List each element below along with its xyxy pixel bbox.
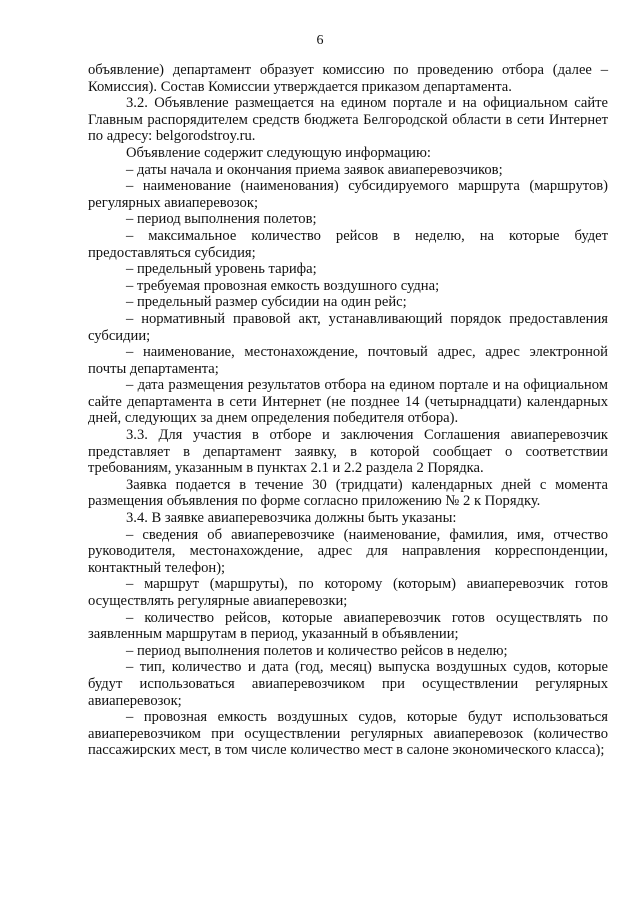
page-number: 6 bbox=[316, 33, 324, 48]
paragraph: – провозная емкость воздушных судов, которые будут использоваться авиаперевозчиком при осуществлении регулярных авиаперевозок (количество пассажирских мест, в том числе количество мест в салоне экономического класса); bbox=[88, 709, 608, 759]
paragraph: – тип, количество и дата (год, месяц) выпуска воздушных судов, которые будут использоваться авиаперевозчиком при осуществлении регулярных авиаперевозок; bbox=[88, 659, 608, 709]
paragraph: объявление) департамент образует комиссию по проведению отбора (далее – Комиссия). Состав Комиссии утверждается приказом департамента. bbox=[88, 62, 608, 95]
paragraph: – период выполнения полетов; bbox=[126, 211, 317, 228]
paragraph: – маршрут (маршруты), по которому (которым) авиаперевозчик готов осуществлять регулярные авиаперевозки; bbox=[88, 576, 608, 609]
paragraph: – количество рейсов, которые авиаперевозчик готов осуществлять по заявленным маршрутам в период, указанный в объявлении; bbox=[88, 609, 608, 643]
paragraph: – дата размещения результатов отбора на едином портале и на официальном сайте департамента в сети Интернет (не позднее 14 (четырнадцати) календарных дней, следующих за днем определения победителя отбора). bbox=[88, 377, 608, 427]
paragraph: 3.2. Объявление размещается на едином портале и на официальном сайте Главным распорядителем средств бюджета Белгородской области в сети Интернет по адресу: belgorodstroy.ru. bbox=[88, 95, 608, 145]
document-body bbox=[88, 62, 608, 759]
paragraph: – предельный размер субсидии на один рейс; bbox=[126, 294, 407, 311]
paragraph: Объявление содержит следующую информацию: bbox=[126, 144, 431, 161]
paragraph: 3.4. В заявке авиаперевозчика должны быть указаны: bbox=[126, 510, 457, 527]
paragraph: Заявка подается в течение 30 (тридцати) календарных дней с момента размещения объявления по форме согласно приложению № 2 к Порядку. bbox=[88, 476, 608, 510]
paragraph: – наименование, местонахождение, почтовый адрес, адрес электронной почты департамента; bbox=[88, 344, 608, 377]
paragraph: – требуемая провозная емкость воздушного судна; bbox=[126, 277, 440, 294]
paragraph: – даты начала и окончания приема заявок авиаперевозчиков; bbox=[126, 161, 503, 178]
paragraph: – период выполнения полетов и количество рейсов в неделю; bbox=[126, 642, 508, 659]
paragraph: – нормативный правовой акт, устанавливающий порядок предоставления субсидии; bbox=[88, 310, 608, 344]
paragraph: – предельный уровень тарифа; bbox=[126, 261, 317, 278]
paragraph: – наименование (наименования) субсидируемого маршрута (маршрутов) регулярных авиаперевозок; bbox=[88, 178, 608, 211]
paragraph: – сведения об авиаперевозчике (наименование, фамилия, имя, отчество руководителя, местонахождение, адрес для направления корреспонденции, контактный телефон); bbox=[88, 526, 608, 576]
paragraph: – максимальное количество рейсов в неделю, на которые будет предоставляться субсидия; bbox=[88, 227, 608, 261]
paragraph: 3.3. Для участия в отборе и заключения Соглашения авиаперевозчик представляет в департамент заявку, в которой сообщает о соответствии требованиям, указанным в пунктах 2.1 и 2.2 раздела 2 Порядка. bbox=[88, 427, 608, 477]
